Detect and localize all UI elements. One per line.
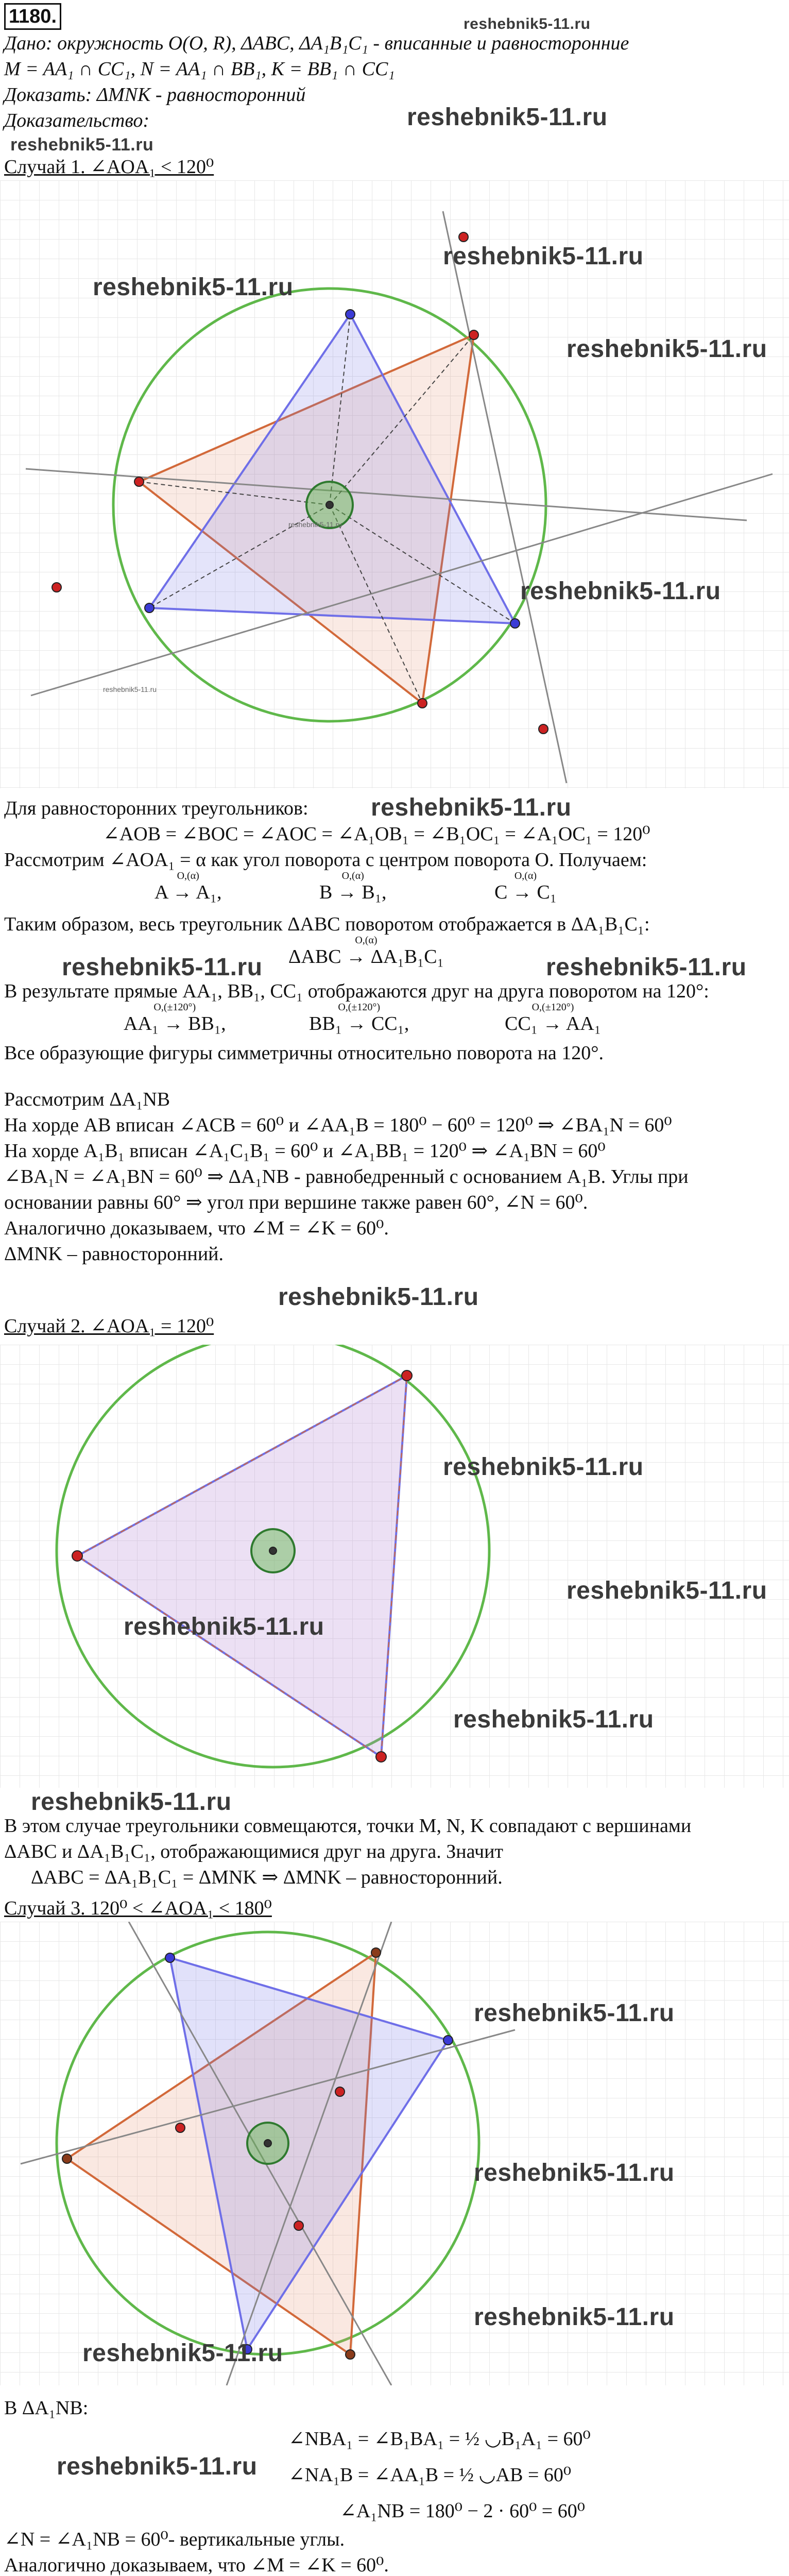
point-m [72,1551,82,1561]
triangle-map-text: ΔABC → ΔA₁B₁C₁ [288,946,444,968]
point-c1 [145,603,154,613]
case1-line: Рассмотрим ΔA₁NB [4,1089,170,1110]
case1-line: На хорде A₁B₁ вписан ∠A₁C₁B₁ = 60⁰ и ∠A₁BB₁ = 120⁰ ⇒ ∠A₁BN = 60⁰ [4,1140,606,1162]
watermark: reshebnik5-11.ru [464,15,591,32]
watermark: reshebnik5-11.ru [82,2340,283,2367]
watermark: reshebnik5-11.ru [474,1999,675,2027]
case1-line: ΔMNK – равносторонний. [4,1243,224,1265]
rotation-map-label: O,(α) [514,870,537,882]
watermark: reshebnik5-11.ru [57,2453,258,2480]
case1-line: На хорде AB вписан ∠ACB = 60⁰ и ∠AA₁B = 180⁰ − 60⁰ = 120⁰ ⇒ ∠BA₁N = 60⁰ [4,1114,672,1136]
point-b1 [510,619,520,628]
triangle-map [288,935,444,968]
point-m [52,583,61,592]
line-bb1 [443,211,567,783]
case1-title: Случай 1. ∠AOA₁ < 120⁰ [4,156,214,178]
lines-map [309,1002,409,1035]
rotation-map-a: A → A₁, [155,882,222,903]
watermark: reshebnik5-11.ru [93,274,294,301]
watermark: reshebnik5-11.ru [31,1788,232,1816]
point-c [346,2350,355,2359]
point-o [326,501,333,509]
watermark: reshebnik5-11.ru [567,335,767,363]
point-c1 [165,1953,175,1962]
watermark: reshebnik5-11.ru [520,578,721,605]
lines-map [505,1002,601,1035]
case3-figure [0,1922,789,2385]
triangle-abc [77,1376,407,1757]
rotation-map [319,871,386,904]
watermark: reshebnik5-11.ru [62,954,263,981]
case1-line: Аналогично доказываем, что ∠M = ∠K = 60⁰. [4,1217,389,1239]
case2-line: ΔABC и ΔA₁B₁C₁, отображающимися друг на друга. Значит [4,1841,504,1862]
point-o [269,1547,277,1554]
rotation-map-c: C → C₁ [494,882,557,903]
point-m [176,2123,185,2132]
problem-number: 1180. [4,3,61,30]
case1-line: основании равны 60° ⇒ угол при вершине также равен 60°, ∠N = 60⁰. [4,1192,588,1213]
point-b [469,330,478,340]
point-k [539,724,548,734]
lines-map-label: O,(±120°) [531,1002,574,1013]
case1-figure [0,180,789,788]
watermark: reshebnik5-11.ru [407,104,608,131]
case2-line: ΔABC = ΔA₁B₁C₁ = ΔMNK ⇒ ΔMNK – равносторонний. [31,1867,503,1888]
case3-line: Аналогично доказываем, что ∠M = ∠K = 60⁰. [4,2554,389,2576]
lines-map-2: BB₁ → CC₁, [309,1013,409,1035]
watermark-small: reshebnik5-11.ru [288,520,342,529]
watermark: reshebnik5-11.ru [124,1613,324,1640]
point-k [376,1752,386,1762]
case3-line: ∠A₁NB = 180⁰ − 2 · 60⁰ = 60⁰ [340,2500,585,2522]
case3-line: ∠NBA₁ = ∠B₁BA₁ = ½ ◡B₁A₁ = 60⁰ [288,2428,591,2450]
point-k [294,2221,303,2230]
case1-drawing [0,180,789,788]
lines-map-1: AA₁ → BB₁, [124,1013,226,1035]
triangle-map-label: O,(α) [355,935,378,946]
lines-map-label: O,(±120°) [153,1002,196,1013]
case2-figure [0,1345,789,1788]
given-text: Дано: окружность O(O, R), ΔABC, ΔA₁B₁C₁ - вписанные и равносторонние [4,32,629,54]
point-c [418,699,427,708]
watermark: reshebnik5-11.ru [278,1283,479,1311]
given-text-2: M = AA₁ ∩ CC₁, N = AA₁ ∩ BB₁, K = BB₁ ∩ CC₁ [4,58,395,80]
lines-map [124,1002,226,1035]
watermark: reshebnik5-11.ru [10,135,154,155]
point-a1 [443,2036,453,2045]
case3-line: ∠N = ∠A₁NB = 60⁰- вертикальные углы. [4,2529,345,2550]
watermark: reshebnik5-11.ru [474,2159,675,2187]
case3-line: ∠NA₁B = ∠AA₁B = ½ ◡AB = 60⁰ [288,2464,572,2486]
case3-line: В ΔA₁NB: [4,2397,89,2419]
watermark-small: reshebnik5-11.ru [103,685,157,693]
rotation-map-label: O,(α) [177,870,199,882]
rotation-map-b: B → B₁, [319,882,387,903]
case1-line: Таким образом, весь треугольник ΔABC поворотом отображается в ΔA₁B₁C₁: [4,913,650,935]
lines-map-label: O,(±120°) [338,1002,381,1013]
proof-label: Доказательство: [4,110,150,131]
watermark: reshebnik5-11.ru [453,1706,654,1733]
case1-line: ∠BA₁N = ∠A₁BN = 60⁰ ⇒ ΔA₁NB - равнобедренный с основанием A₁B. Углы при [4,1166,689,1188]
watermark: reshebnik5-11.ru [443,1453,644,1481]
watermark: reshebnik5-11.ru [567,1577,767,1604]
point-b [371,1948,381,1957]
case1-line: ∠AOB = ∠BOC = ∠AOC = ∠A₁OB₁ = ∠B₁OC₁ = ∠A₁OC₁ = 120⁰ [103,823,650,845]
point-n [335,2087,345,2096]
case3-title: Случай 3. 120⁰ < ∠AOA₁ < 180⁰ [4,1897,272,1919]
case1-line: Для равносторонних треугольников: [4,798,308,819]
watermark: reshebnik5-11.ru [474,2303,675,2331]
watermark: reshebnik5-11.ru [371,794,572,821]
case2-line: В этом случае треугольники совмещаются, точки M, N, K совпадают с вершинами [4,1815,692,1837]
prove-text: Доказать: ΔMNK - равносторонний [4,84,306,106]
lines-map-3: CC₁ → AA₁ [505,1013,601,1035]
point-a [134,477,144,486]
rotation-map [494,871,557,904]
point-n [459,232,468,242]
point-n [402,1370,412,1381]
point-o [264,2140,271,2147]
case2-title: Случай 2. ∠AOA₁ = 120⁰ [4,1315,214,1337]
point-a [62,2154,72,2163]
watermark: reshebnik5-11.ru [443,243,644,270]
case1-line: Рассмотрим ∠AOA₁ = α как угол поворота с центром поворота O. Получаем: [4,849,647,871]
point-a1 [346,310,355,319]
case2-drawing [0,1345,789,1788]
rotation-map [155,871,221,904]
rotation-map-label: O,(α) [341,870,364,882]
watermark: reshebnik5-11.ru [546,954,747,981]
case1-line: В результате прямые AA₁, BB₁, CC₁ отображаются друг на друга поворотом на 120°: [4,980,709,1002]
case1-line: Все образующие фигуры симметричны относительно поворота на 120°. [4,1042,604,1064]
